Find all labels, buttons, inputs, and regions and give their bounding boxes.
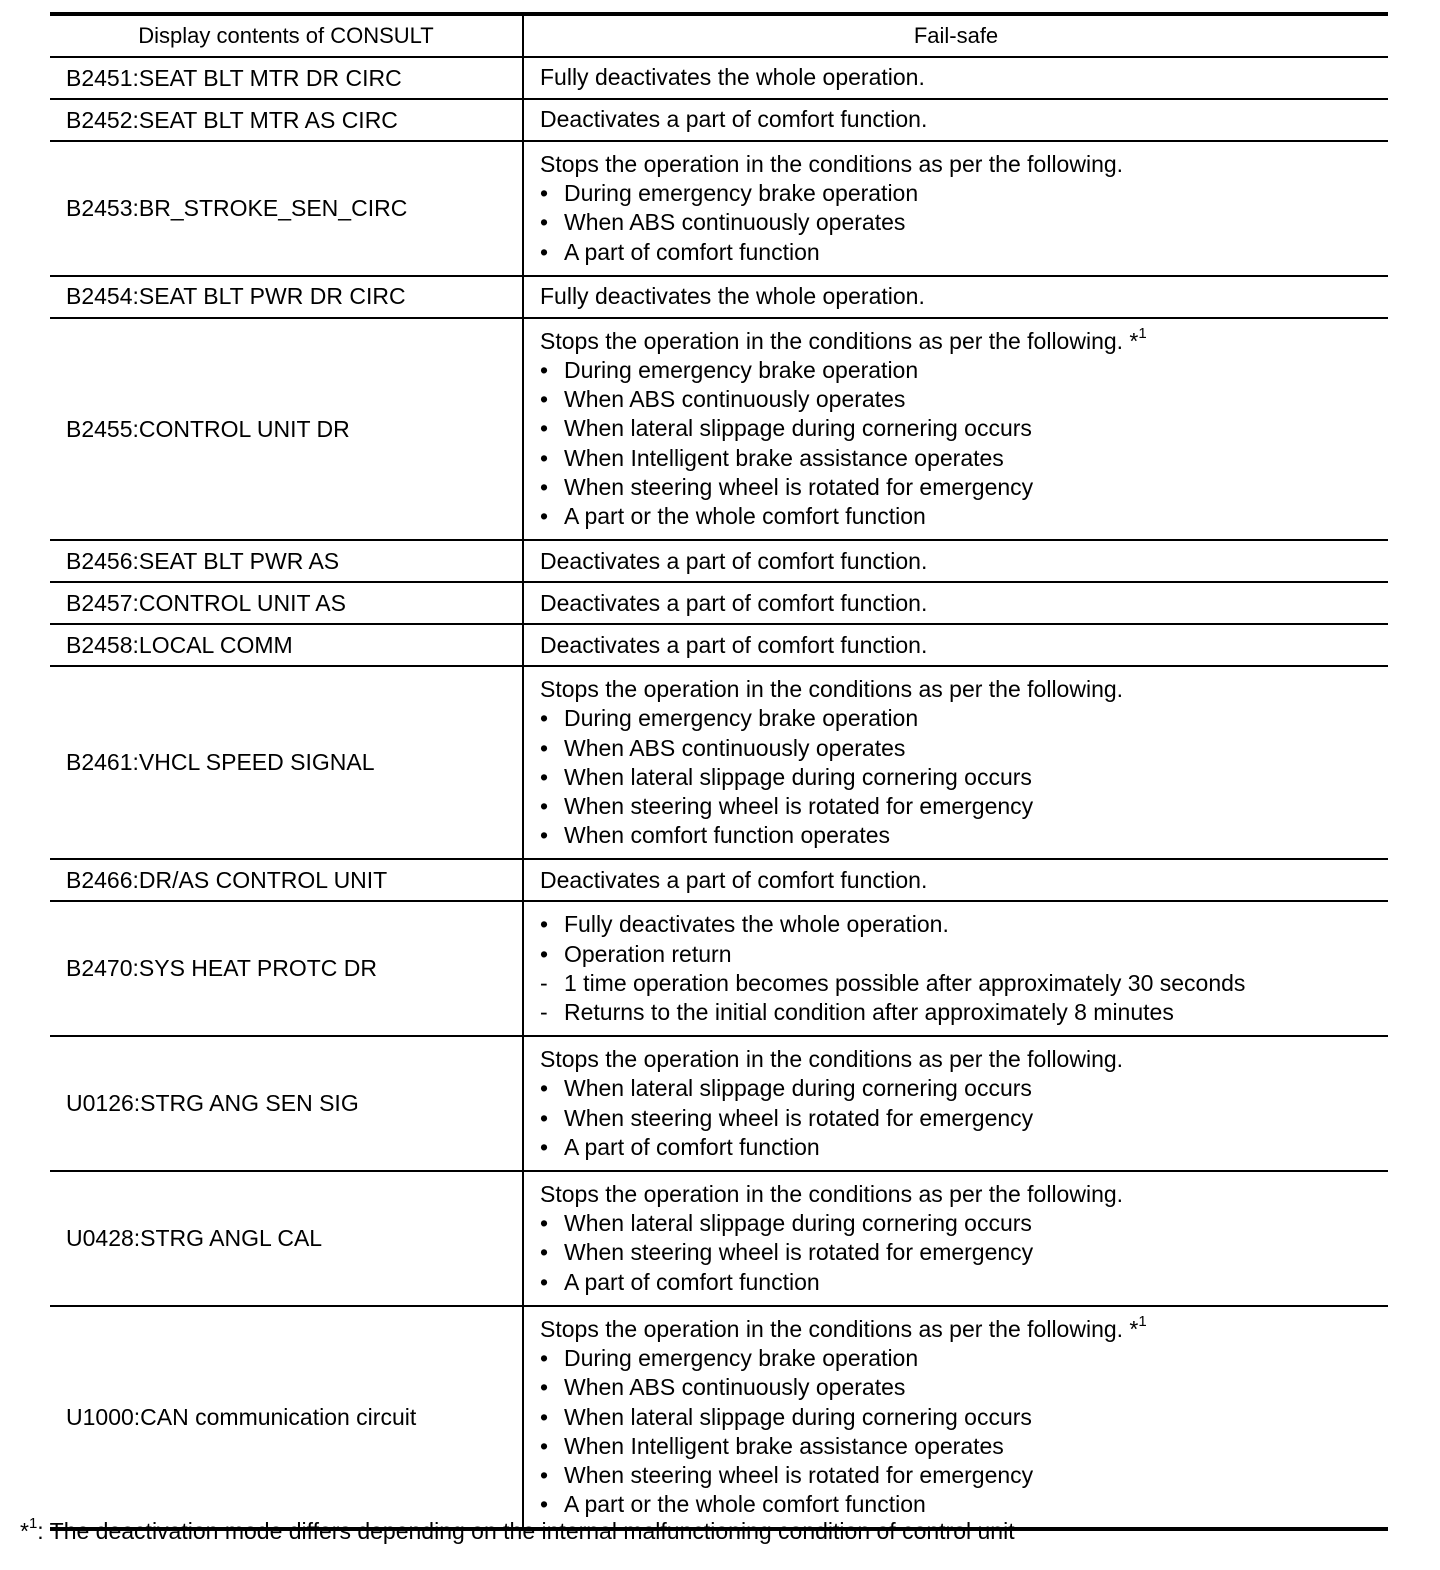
fail-safe-intro-text: Stops the operation in the conditions as per the following.	[540, 1046, 1124, 1073]
condition-text: When Intelligent brake assistance operates	[564, 1432, 1004, 1459]
dtc-code-cell: B2458:LOCAL COMM	[50, 624, 523, 666]
fail-safe-intro-text: Deactivates a part of comfort function.	[540, 631, 928, 658]
condition-item	[540, 1461, 1380, 1490]
bullet-icon: •	[540, 415, 549, 442]
dtc-code-cell: B2457:CONTROL UNIT AS	[50, 582, 523, 624]
fail-safe-intro-text: Deactivates a part of comfort function.	[540, 106, 928, 133]
table-row	[50, 99, 1388, 141]
condition-item	[540, 1373, 1380, 1402]
bullet-icon: •	[540, 180, 549, 207]
fail-safe-cell	[523, 859, 1388, 901]
condition-text: A part of comfort function	[564, 1133, 820, 1160]
condition-text: When lateral slippage during cornering occurs	[564, 1210, 1032, 1237]
bullet-icon: •	[540, 1432, 549, 1459]
bullet-icon: •	[540, 1491, 549, 1518]
condition-item	[540, 1432, 1380, 1461]
footnote-text: : The deactivation mode differs depending on the internal malfunctioning condition of control unit	[37, 1518, 1015, 1544]
condition-item	[540, 1403, 1380, 1432]
condition-text: When lateral slippage during cornering occurs	[564, 763, 1032, 790]
fail-safe-intro-line	[540, 547, 1380, 576]
bullet-icon: •	[540, 1075, 549, 1102]
table-row	[50, 276, 1388, 318]
dtc-code-cell: B2451:SEAT BLT MTR DR CIRC	[50, 57, 523, 99]
condition-item	[540, 792, 1380, 821]
bullet-icon: •	[540, 1210, 549, 1237]
footnote-ref: 1	[1138, 1313, 1147, 1331]
condition-item	[540, 356, 1380, 385]
condition-item	[540, 704, 1380, 733]
table-row	[50, 582, 1388, 624]
condition-item	[540, 1209, 1380, 1238]
condition-item	[540, 940, 1380, 969]
table-row	[50, 540, 1388, 582]
condition-text: When lateral slippage during cornering occurs	[564, 1403, 1032, 1430]
bullet-icon: •	[540, 209, 549, 236]
condition-item	[540, 763, 1380, 792]
bullet-icon: •	[540, 503, 549, 530]
bullet-icon: •	[540, 1268, 549, 1295]
fail-safe-intro-line	[540, 150, 1380, 179]
dtc-code-cell: B2453:BR_STROKE_SEN_CIRC	[50, 141, 523, 276]
table-row	[50, 901, 1388, 1036]
condition-text: When lateral slippage during cornering occurs	[564, 415, 1032, 442]
fail-safe-cell	[523, 582, 1388, 624]
footnote-ref: 1	[1138, 325, 1147, 343]
condition-item	[540, 502, 1380, 531]
bullet-icon: •	[540, 911, 549, 938]
table-row	[50, 666, 1388, 859]
condition-item	[540, 414, 1380, 443]
condition-item	[540, 238, 1380, 267]
fail-safe-intro-text: Stops the operation in the conditions as per the following. *	[540, 1315, 1139, 1342]
condition-item	[540, 734, 1380, 763]
condition-item	[540, 910, 1380, 939]
bullet-icon: •	[540, 763, 549, 790]
condition-text: Returns to the initial condition after approximately 8 minutes	[564, 999, 1174, 1026]
dtc-code-cell: B2461:VHCL SPEED SIGNAL	[50, 666, 523, 859]
condition-text: When lateral slippage during cornering occurs	[564, 1075, 1032, 1102]
fail-safe-intro-line	[540, 1045, 1380, 1074]
fail-safe-intro-text: Stops the operation in the conditions as per the following.	[540, 676, 1124, 703]
table-row	[50, 141, 1388, 276]
condition-text: Fully deactivates the whole operation.	[564, 911, 949, 938]
footnote	[20, 1515, 1015, 1545]
fail-safe-intro-line	[540, 1180, 1380, 1209]
fail-safe-intro-line	[540, 866, 1380, 895]
fail-safe-cell	[523, 99, 1388, 141]
fail-safe-intro-text: Stops the operation in the conditions as per the following.	[540, 151, 1124, 177]
condition-item	[540, 1133, 1380, 1162]
fail-safe-intro-line	[540, 105, 1380, 134]
fail-safe-intro-line	[540, 63, 1380, 92]
condition-text: A part or the whole comfort function	[564, 1491, 926, 1518]
condition-item	[540, 179, 1380, 208]
condition-item	[540, 1238, 1380, 1267]
fail-safe-cell	[523, 276, 1388, 318]
dtc-code-cell: B2456:SEAT BLT PWR AS	[50, 540, 523, 582]
condition-text: A part of comfort function	[564, 1268, 820, 1295]
bullet-icon: •	[540, 940, 549, 967]
condition-item	[540, 473, 1380, 502]
condition-text: When ABS continuously operates	[564, 209, 906, 236]
condition-item	[540, 821, 1380, 850]
condition-text: During emergency brake operation	[564, 705, 919, 732]
condition-item	[540, 1074, 1380, 1103]
fail-safe-intro-line	[540, 675, 1380, 704]
fail-safe-intro-text: Deactivates a part of comfort function.	[540, 866, 928, 893]
condition-item	[540, 444, 1380, 473]
bullet-icon: •	[540, 386, 549, 413]
fail-safe-table	[50, 12, 1388, 1531]
bullet-icon: •	[540, 793, 549, 820]
condition-text: 1 time operation becomes possible after approximately 30 seconds	[564, 969, 1246, 996]
condition-item	[540, 1344, 1380, 1373]
table-row	[50, 624, 1388, 666]
footnote-number: 1	[28, 1515, 38, 1533]
condition-text: During emergency brake operation	[564, 180, 919, 207]
fail-safe-intro-line	[540, 631, 1380, 660]
condition-text: A part of comfort function	[564, 238, 820, 265]
table-row	[50, 859, 1388, 901]
bullet-icon: •	[540, 473, 549, 500]
condition-item	[540, 969, 1380, 998]
fail-safe-cell	[523, 1171, 1388, 1306]
condition-text: When steering wheel is rotated for emergency	[564, 473, 1034, 500]
header-fail-safe: Fail-safe	[523, 14, 1388, 57]
bullet-icon: •	[540, 1133, 549, 1160]
dtc-code-cell: B2452:SEAT BLT MTR AS CIRC	[50, 99, 523, 141]
condition-text: During emergency brake operation	[564, 357, 919, 384]
fail-safe-cell	[523, 666, 1388, 859]
fail-safe-intro-text: Stops the operation in the conditions as per the following.	[540, 1181, 1124, 1208]
table-header-row	[50, 14, 1388, 57]
bullet-icon: •	[540, 1239, 549, 1266]
table-row	[50, 1171, 1388, 1306]
condition-text: When Intelligent brake assistance operates	[564, 444, 1004, 471]
bullet-icon: •	[540, 238, 549, 265]
fail-safe-cell	[523, 901, 1388, 1036]
bullet-icon: •	[540, 1104, 549, 1131]
condition-text: When comfort function operates	[564, 822, 890, 849]
fail-safe-cell	[523, 57, 1388, 99]
condition-item	[540, 385, 1380, 414]
bullet-icon: •	[540, 705, 549, 732]
dtc-code-cell: B2466:DR/AS CONTROL UNIT	[50, 859, 523, 901]
dtc-code-cell: B2454:SEAT BLT PWR DR CIRC	[50, 276, 523, 318]
condition-text: Operation return	[564, 940, 732, 967]
bullet-icon: •	[540, 734, 549, 761]
dtc-code-cell: B2455:CONTROL UNIT DR	[50, 318, 523, 540]
condition-text: When ABS continuously operates	[564, 1374, 906, 1401]
header-consult-display: Display contents of CONSULT	[50, 14, 523, 57]
condition-item	[540, 998, 1380, 1027]
fail-safe-intro-text: Deactivates a part of comfort function.	[540, 589, 928, 616]
bullet-icon: •	[540, 1374, 549, 1401]
fail-safe-intro-line	[540, 589, 1380, 618]
bullet-icon: •	[540, 1461, 549, 1488]
footnote-mark: *	[20, 1518, 29, 1544]
condition-text: When steering wheel is rotated for emergency	[564, 1461, 1034, 1488]
condition-text: When steering wheel is rotated for emergency	[564, 793, 1034, 820]
fail-safe-intro-text: Fully deactivates the whole operation.	[540, 283, 925, 310]
condition-text: When steering wheel is rotated for emergency	[564, 1104, 1034, 1131]
dtc-code-cell: U0126:STRG ANG SEN SIG	[50, 1036, 523, 1171]
fail-safe-intro-text: Deactivates a part of comfort function.	[540, 547, 928, 574]
condition-item	[540, 1490, 1380, 1519]
fail-safe-cell	[523, 624, 1388, 666]
table-row	[50, 318, 1388, 540]
bullet-icon: •	[540, 1345, 549, 1372]
condition-text: When steering wheel is rotated for emergency	[564, 1239, 1034, 1266]
fail-safe-cell	[523, 1036, 1388, 1171]
dash-marker-icon: -	[540, 969, 548, 996]
condition-item	[540, 1268, 1380, 1297]
table-row	[50, 1036, 1388, 1171]
fail-safe-intro-line	[540, 1315, 1380, 1344]
condition-text: When ABS continuously operates	[564, 734, 906, 761]
fail-safe-cell	[523, 141, 1388, 276]
bullet-icon: •	[540, 444, 549, 471]
dash-marker-icon: -	[540, 999, 548, 1026]
fail-safe-cell	[523, 540, 1388, 582]
dtc-code-cell: U0428:STRG ANGL CAL	[50, 1171, 523, 1306]
bullet-icon: •	[540, 822, 549, 849]
table-row	[50, 57, 1388, 99]
condition-item	[540, 208, 1380, 237]
table-row	[50, 1306, 1388, 1529]
fail-safe-intro-line	[540, 282, 1380, 311]
condition-text: A part or the whole comfort function	[564, 503, 926, 530]
bullet-icon: •	[540, 1403, 549, 1430]
fail-safe-cell	[523, 1306, 1388, 1529]
condition-text: When ABS continuously operates	[564, 386, 906, 413]
condition-text: During emergency brake operation	[564, 1345, 919, 1372]
condition-item	[540, 1104, 1380, 1133]
fail-safe-intro-text: Stops the operation in the conditions as per the following. *	[540, 327, 1139, 354]
dtc-code-cell: U1000:CAN communication circuit	[50, 1306, 523, 1529]
fail-safe-intro-line	[540, 327, 1380, 356]
fail-safe-cell	[523, 318, 1388, 540]
dtc-code-cell: B2470:SYS HEAT PROTC DR	[50, 901, 523, 1036]
fail-safe-intro-text: Fully deactivates the whole operation.	[540, 64, 925, 91]
bullet-icon: •	[540, 357, 549, 384]
